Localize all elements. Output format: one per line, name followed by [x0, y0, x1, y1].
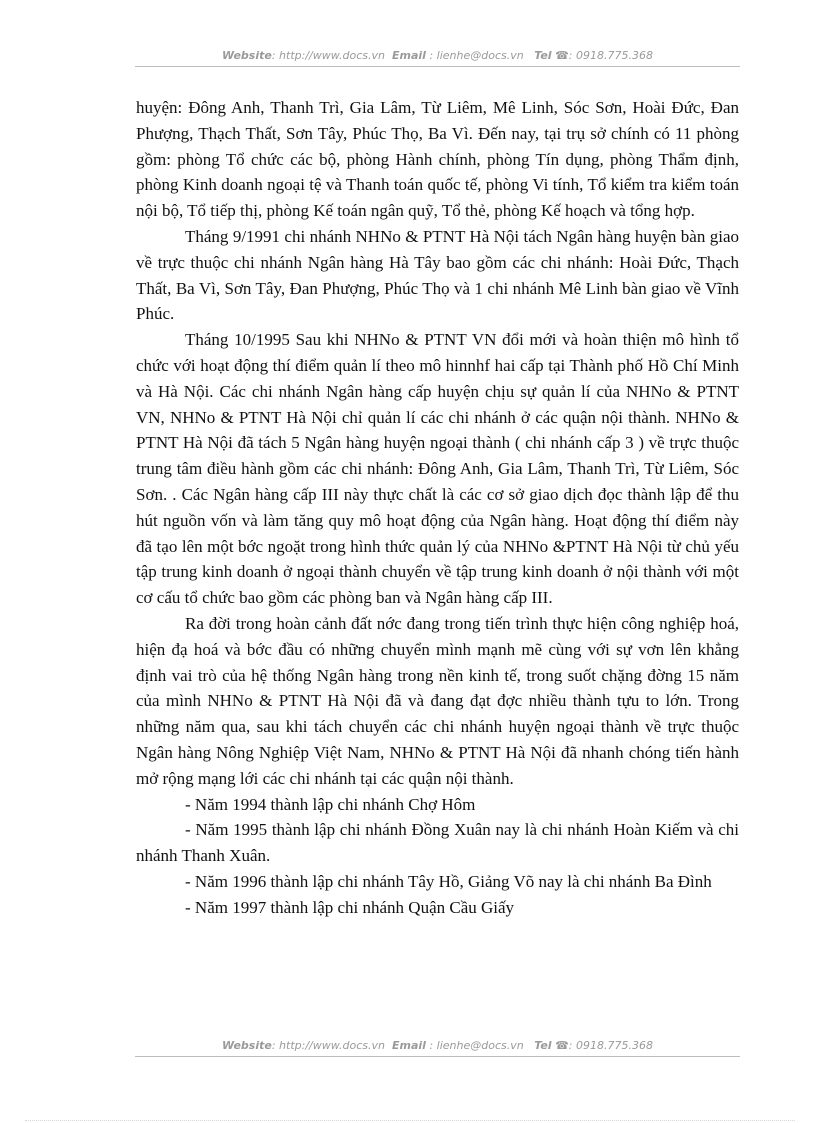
- tel-label: Tel: [534, 49, 552, 62]
- tel-number: : 0918.775.368: [568, 1039, 653, 1052]
- tel-label: Tel: [534, 1039, 552, 1052]
- website-label: Website: [222, 49, 272, 62]
- website-url[interactable]: : http://www.docs.vn: [271, 49, 386, 62]
- website-url[interactable]: : http://www.docs.vn: [271, 1039, 386, 1052]
- paragraph: Tháng 10/1995 Sau khi NHNo & PTNT VN đổi mới và hoàn thiện mô hình tổ chức với hoạt động thí điểm quản lí theo mô hinnhf hai cấp tại Thành phố Hồ Chí Minh và Hà Nội. Các chi nhánh Ngân hàng cấp huyện chịu sự quản lí của NHNo & PTNT VN, NHNo & PTNT Hà Nội chỉ quản lí các chi nhánh ở các quận nội thành. NHNo & PTNT Hà Nội đã tách 5 Ngân hàng huyện ngoại thành ( chi nhánh cấp 3 ) về trực thuộc trung tâm điều hành gồm các chi nhánh: Đông Anh, Gia Lâm, Thanh Trì, Từ Liêm, Sóc Sơn. . Các Ngân hàng cấp III này thực chất là các cơ sở giao dịch đọc thành lập để thu hút nguồn vốn và làm tăng quy mô hoạt động của Ngân hàng. Hoạt động thí điểm này đã tạo lên một bớc ngoặt trong hình thức quản lý của NHNo &PTNT Hà Nội từ chủ yếu tập trung kinh doanh ở ngoại thành chuyển về tập trung kinh doanh ở nội thành với một cơ cấu tổ chức bao gồm các phòng ban và Ngân hàng cấp III.: [136, 330, 739, 608]
- email-address[interactable]: : lienhe@docs.vn: [429, 49, 524, 62]
- paragraph: huyện: Đông Anh, Thanh Trì, Gia Lâm, Từ Liêm, Mê Linh, Sóc Sơn, Hoài Đức, Đan Phượng, Thạch Thất, Sơn Tây, Phúc Thọ, Ba Vì. Đến nay, tại trụ sở chính có 11 phòng gồm: phòng Tổ chức các bộ, phòng Hành chính, phòng Tín dụng, phòng Thẩm định, phòng Kinh doanh ngoại tệ và Thanh toán quốc tế, phòng Vi tính, Tổ kiểm tra kiểm toán nội bộ, Tổ tiếp thị, phòng Kế toán ngân quỹ, Tổ thẻ, phòng Kế hoạch và tổng hợp.: [136, 98, 739, 221]
- paragraph: Tháng 9/1991 chi nhánh NHNo & PTNT Hà Nội tách Ngân hàng huyện bàn giao về trực thuộc chi nhánh Ngân hàng Hà Tây bao gồm các chi nhánh: Hoài Đức, Thạch Thất, Ba Vì, Sơn Tây, Đan Phượng, Phúc Thọ và 1 chi nhánh Mê Linh bàn giao về Vĩnh Phúc.: [136, 226, 739, 324]
- website-label: Website: [222, 1039, 272, 1052]
- list-item: - Năm 1997 thành lập chi nhánh Quận Cầu Giấy: [185, 897, 515, 917]
- list-item: - Năm 1995 thành lập chi nhánh Đồng Xuân nay là chi nhánh Hoàn Kiếm và chi nhánh Thanh Xuân.: [136, 820, 739, 866]
- page-header: [135, 49, 740, 62]
- phone-icon: ☎: [555, 49, 569, 62]
- email-address[interactable]: : lienhe@docs.vn: [429, 1039, 524, 1052]
- page-edge-divider: [25, 1120, 795, 1121]
- list-item: - Năm 1994 thành lập chi nhánh Chợ Hôm: [185, 794, 476, 814]
- tel-number: : 0918.775.368: [568, 49, 653, 62]
- footer-divider: [135, 1056, 740, 1057]
- list-item: - Năm 1996 thành lập chi nhánh Tây Hồ, Giảng Võ nay là chi nhánh Ba Đình: [185, 871, 712, 891]
- header-divider: [135, 66, 740, 67]
- phone-icon: ☎: [555, 1039, 569, 1052]
- document-body: [136, 95, 739, 921]
- email-label: Email: [392, 1039, 426, 1052]
- paragraph: Ra đời trong hoàn cảnh đất nớc đang trong tiến trình thực hiện công nghiệp hoá, hiện đạ hoá và bớc đầu có những chuyển mình mạnh mẽ cùng với sự vơn lên khẳng định vai trò của hệ thống Ngân hàng trong nền kinh tế, trong suốt chặng đờng 15 năm của mình NHNo & PTNT Hà Nội đã và đang đạt đợc nhiều thành tựu to lớn. Trong những năm qua, sau khi tách chuyển các chi nhánh huyện ngoại thành về trực thuộc Ngân hàng Nông Nghiệp Việt Nam, NHNo & PTNT Hà Nội đã nhanh chóng tiến hành mở rộng mạng lới các chi nhánh tại các quận nội thành.: [136, 613, 739, 788]
- email-label: Email: [392, 49, 426, 62]
- page-footer: [135, 1039, 740, 1052]
